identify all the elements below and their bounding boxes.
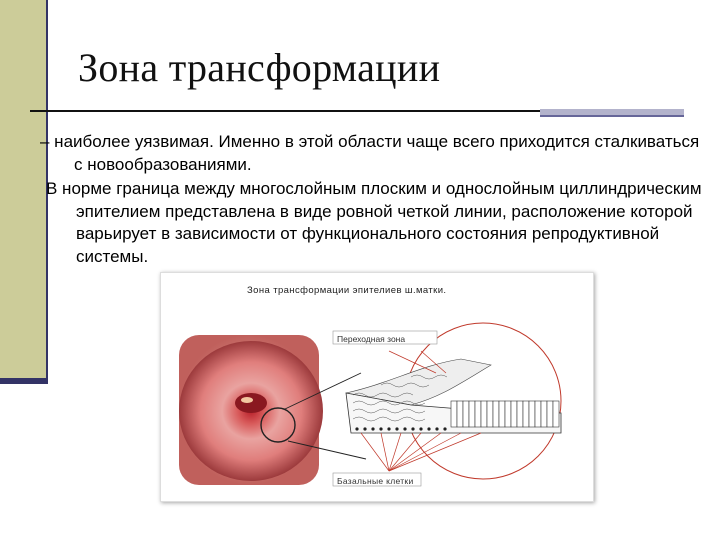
slide-title: Зона трансформации [78,45,441,90]
paragraph-1: – наиболее уязвимая. Именно в этой области чаще всего приходится сталкиваться с новообразованиями. [40,132,700,174]
slide-body [40,131,706,270]
basal-cells-label: Базальные клетки [337,476,414,486]
epithelium-figure [160,272,594,502]
transition-zone-label: Переходная зона [337,334,406,344]
figure-title: Зона трансформации эпителиев ш.матки. [247,285,447,296]
side-decor-bar [0,0,46,384]
title-rule [30,110,540,112]
epithelium-section [346,359,561,433]
figure-illustration [161,273,593,501]
title-rule-accent-shadow [540,115,684,117]
paragraph-2: В норме граница между многослойным плоским и однослойным циллиндрическим эпителием представлена в виде ровной четкой линии, расположение которой варьирует в зависимости от функционального состояния репродуктивной системы. [46,179,702,266]
side-decor-edge [0,378,48,384]
cervix-photo [179,335,323,485]
